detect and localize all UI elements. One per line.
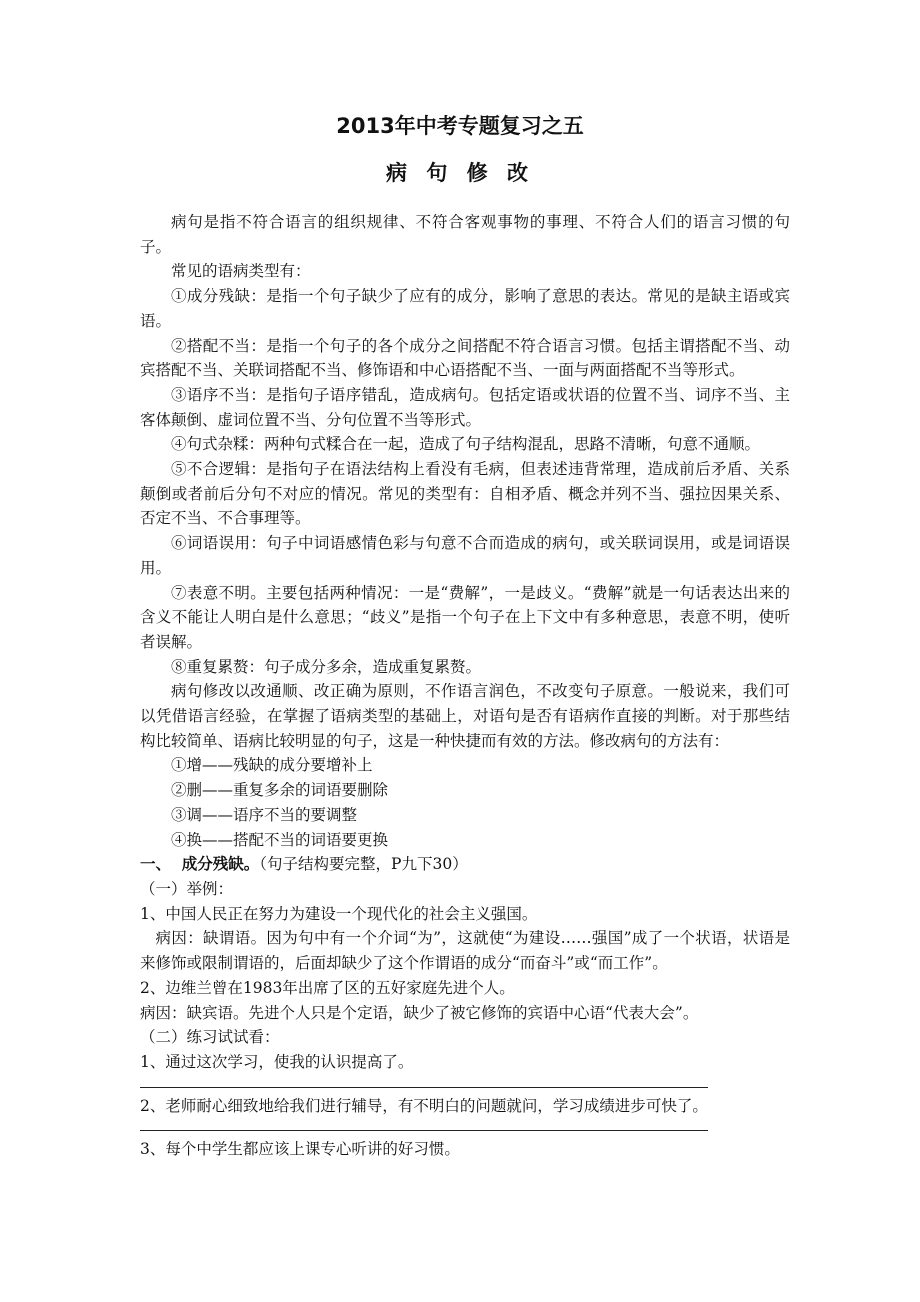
example-sentence: 1、中国人民正在努力为建设一个现代化的社会主义强国。 bbox=[140, 904, 538, 923]
type-item: ③语序不当：是指句子语序错乱，造成病句。包括定语或状语的位置不当、词序不当、主客体颠倒、虚词位置不当、分句位置不当等形式。 bbox=[140, 385, 790, 429]
practice-label: （二）练习试试看： bbox=[140, 1028, 280, 1047]
example-reason: 病因：缺谓语。因为句中有一个介词“为”，这就使“为建设……强国”成了一个状语，状语是来修饰或限制谓语的，后面却缺少了这个作谓语的成分“而奋斗”或“而工作”。 bbox=[140, 929, 790, 973]
answer-line bbox=[140, 1075, 708, 1088]
type-item: ⑧重复累赘：句子成分多余，造成重复累赘。 bbox=[171, 657, 482, 676]
method-item: ①增——残缺的成分要增补上 bbox=[171, 756, 373, 775]
intro-paragraph: 病句是指不符合语言的组织规律、不符合客观事物的事理、不符合人们的语言习惯的句子。 bbox=[140, 213, 790, 256]
method-item: ④换——搭配不当的词语要更换 bbox=[171, 830, 389, 849]
type-item: ⑤不合逻辑：是指句子在语法结构上看没有毛病，但表述违背常理，造成前后矛盾、关系颠倒或者前后分句不对应的情况。常见的类型有：自相矛盾、概念并列不当、强拉因果关系、否定不当、不合事理等。 bbox=[140, 460, 790, 528]
type-item: ①成分残缺：是指一个句子缺少了应有的成分，影响了意思的表达。常见的是缺主语或宾语。 bbox=[140, 287, 790, 330]
practice-item: 2、老师耐心细致地给我们进行辅导，有不明白的问题就问，学习成绩进步可快了。 bbox=[140, 1096, 708, 1115]
type-item: ⑦表意不明。主要包括两种情况：一是“费解”，一是歧义。“费解”就是一句话表达出来的含义不能让人明白是什么意思；“歧义”是指一个句子在上下文中有多种意思，表意不明，使听者误解。 bbox=[140, 583, 790, 651]
type-item: ④句式杂糅：两种句式糅合在一起，造成了句子结构混乱，思路不清晰，句意不通顺。 bbox=[171, 435, 761, 454]
type-item: ⑥词语误用：句子中词语感情色彩与句意不合而造成的病句，或关联词误用，或是词语误用。 bbox=[140, 534, 790, 577]
answer-line bbox=[140, 1118, 708, 1131]
type-item: ②搭配不当：是指一个句子的各个成分之间搭配不符合语言习惯。包括主谓搭配不当、动宾搭配不当、关联词搭配不当、修饰语和中心语搭配不当、一面与两面搭配不当等形式。 bbox=[140, 336, 790, 380]
document-subtitle: 病 句 修 改 bbox=[386, 161, 534, 185]
methods-intro: 病句修改以改通顺、改正确为原则，不作语言润色，不改变句子原意。一般说来，我们可以凭借语言经验，在掌握了语病类型的基础上，对语句是否有语病作直接的判断。对于那些结构比较简单、语病比较明显的句子，这是一种快捷而有效的方法。修改病句的方法有： bbox=[140, 682, 790, 750]
section-heading bbox=[140, 852, 790, 877]
example-reason: 病因：缺宾语。先进个人只是个定语，缺少了被它修饰的宾语中心语“代表大会”。 bbox=[140, 1003, 699, 1022]
section-heading-note: （句子结构要完整，P九下30） bbox=[259, 855, 468, 874]
types-heading: 常见的语病类型有： bbox=[171, 262, 311, 281]
document-body bbox=[140, 210, 790, 1162]
method-item: ③调——语序不当的要调整 bbox=[171, 805, 358, 824]
section-heading-title: 一、 成分残缺。 bbox=[140, 855, 260, 874]
practice-item: 1、通过这次学习，使我的认识提高了。 bbox=[140, 1052, 414, 1071]
practice-item: 3、每个中学生都应该上课专心听讲的好习惯。 bbox=[140, 1140, 460, 1159]
document-title: 2013年中考专题复习之五 bbox=[336, 114, 584, 138]
examples-label: （一）举例： bbox=[140, 879, 234, 898]
example-sentence: 2、边维兰曾在1983年出席了区的五好家庭先进个人。 bbox=[140, 978, 515, 997]
method-item: ②删——重复多余的词语要删除 bbox=[171, 781, 389, 800]
